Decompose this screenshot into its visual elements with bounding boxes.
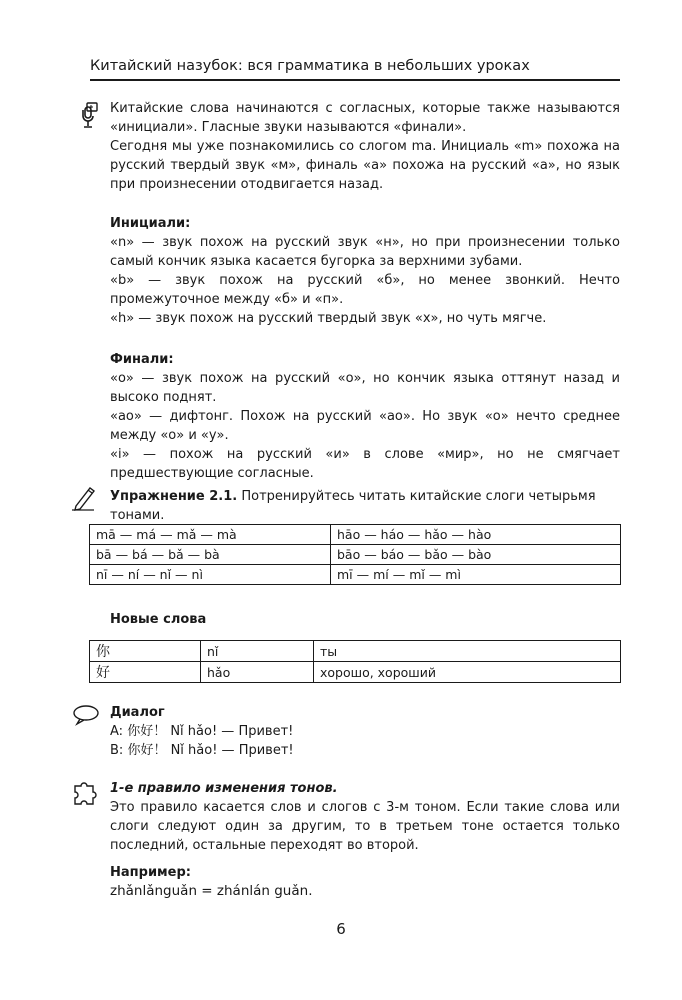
rule-section — [110, 779, 620, 901]
table-row — [90, 525, 621, 545]
new-words-section — [110, 610, 620, 629]
running-header: Китайский назубок: вся грамматика в небольших уроках — [90, 58, 530, 74]
vocab-translation: ты — [314, 641, 621, 662]
exercise-cell: bā — bá — bǎ — bà — [90, 545, 331, 565]
pencil-icon — [70, 484, 98, 512]
example-heading: Например: — [110, 865, 191, 880]
finals-section — [110, 350, 620, 483]
finals-item-ao: «ao» — дифтонг. Похож на русский «ао». Но звук «о» нечто среднее между «о» и «у». — [110, 409, 620, 443]
dialog-text: Nǐ hǎo! — Привет! — [166, 724, 294, 739]
vocab-pinyin: hǎo — [201, 662, 314, 683]
finals-heading: Финали: — [110, 352, 174, 367]
initials-item-b: «b» — звук похож на русский «б», но менее звонкий. Нечто промежуточное между «б» и «п». — [110, 273, 620, 307]
header-rule — [90, 79, 620, 81]
page-number: 6 — [336, 920, 346, 938]
new-words-heading: Новые слова — [110, 612, 207, 627]
exercise-title — [110, 487, 620, 525]
vocab-hanzi: 你 — [90, 641, 201, 662]
initials-section — [110, 214, 620, 328]
vocab-hanzi: 好 — [90, 662, 201, 683]
dialog-text: Nǐ hǎo! — Привет! — [166, 743, 294, 758]
table-row — [90, 662, 621, 683]
finals-item-o: «o» — звук похож на русский «о», но кончик языка оттянут назад и высоко поднят. — [110, 371, 620, 405]
dialog-line-b — [110, 741, 620, 760]
exercise-cell: hāo — háo — hǎo — hào — [331, 525, 621, 545]
intro-line-2: Сегодня мы уже познакомились со слогом ma. Инициаль «m» похожа на русский твердый звук «м», финаль «a» похожа на русский «а», но язык при произнесении отодвигается назад. — [110, 139, 620, 192]
exercise-instructions: Потренируйтесь читать китайские слоги четырьмя тонами. — [110, 489, 596, 523]
dialog-hanzi: 你好！ — [127, 743, 167, 758]
intro-line-1: Китайские слова начинаются с согласных, которые также называются «инициали». Гласные звуки называются «финали». — [110, 101, 620, 135]
exercise-cell: nī — ní — nǐ — nì — [90, 565, 331, 585]
initials-item-n: «n» — звук похож на русский звук «н», но при произнесении только самый кончик языка касается бугорка за верхними зубами. — [110, 235, 620, 269]
initials-heading: Инициали: — [110, 216, 191, 231]
initials-item-h: «h» — звук похож на русский твердый звук «х», но чуть мягче. — [110, 311, 547, 326]
intro-text — [110, 99, 620, 194]
dialog-line-a — [110, 722, 620, 741]
dialog-heading: Диалог — [110, 705, 165, 720]
finals-item-i: «i» — похож на русский «и» в слове «мир», но не смягчает предшествующие согласные. — [110, 447, 620, 481]
vocab-translation: хорошо, хороший — [314, 662, 621, 683]
dialog-section — [110, 703, 620, 760]
audio-speaker-icon — [78, 101, 100, 129]
vocab-pinyin: nǐ — [201, 641, 314, 662]
speech-bubble-icon — [72, 704, 100, 726]
table-row — [90, 545, 621, 565]
table-row — [90, 641, 621, 662]
exercise-cell: bāo — báo — bǎo — bào — [331, 545, 621, 565]
rule-text: Это правило касается слов и слогов с 3-м тоном. Если такие слова или слоги следуют один за другим, то в третьем тоне остается только последний, остальные переходят во второй. — [110, 800, 620, 853]
rule-heading: 1-е правило изменения тонов. — [110, 781, 338, 796]
exercise-label: Упражнение 2.1. — [110, 489, 238, 504]
exercise-cell: mā — má — mǎ — mà — [90, 525, 331, 545]
vocabulary-table — [89, 640, 621, 683]
exercise-table — [89, 524, 621, 585]
dialog-speaker: B: — [110, 743, 128, 758]
example-text: zhǎnlǎnguǎn = zhánlán guǎn. — [110, 883, 313, 899]
puzzle-icon — [72, 780, 100, 808]
dialog-speaker: A: — [110, 724, 128, 739]
table-row — [90, 565, 621, 585]
dialog-hanzi: 你好！ — [127, 724, 167, 739]
exercise-cell: mī — mí — mǐ — mì — [331, 565, 621, 585]
